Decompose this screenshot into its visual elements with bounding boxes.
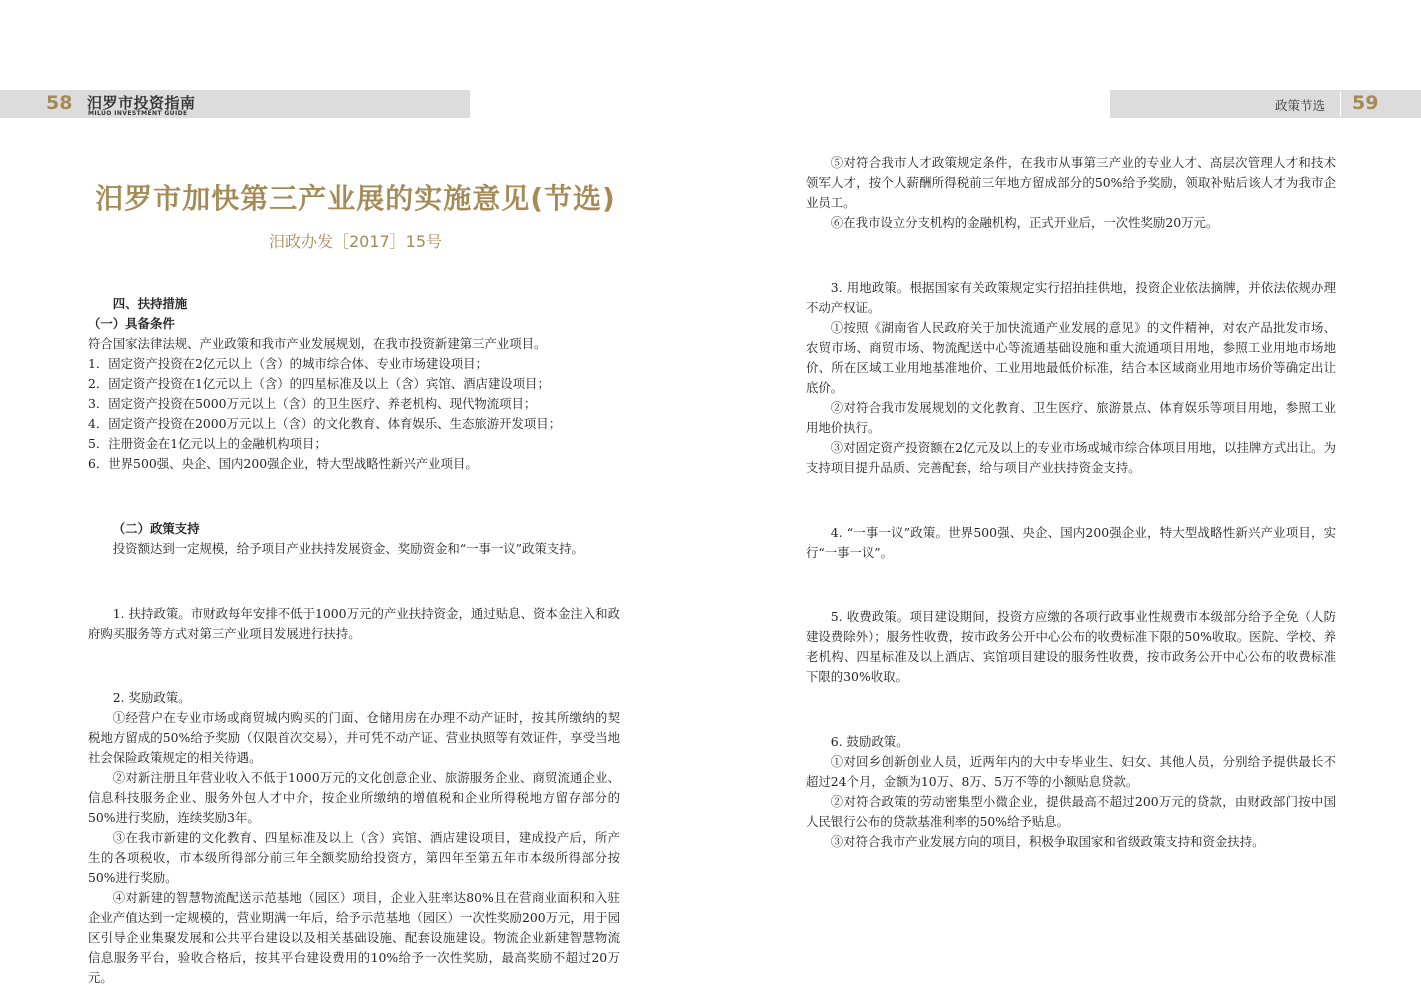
- document-number: 汨政办发［2017］15号: [268, 232, 443, 251]
- paragraph: ②对符合政策的劳动密集型小微企业，提供最高不超过200万元的贷款，由财政部门按中国人民银行公布的贷款基准利率的50%给予贴息。: [806, 794, 1336, 830]
- paragraph: 1．固定资产投资在2亿元以上（含）的城市综合体、专业市场建设项目；: [88, 356, 488, 371]
- guide-title: 汨罗市投资指南: [87, 94, 196, 112]
- right-column: [806, 153, 1336, 852]
- paragraph: 2. 奖励政策。: [112, 690, 191, 706]
- paragraph: ⑥在我市设立分支机构的金融机构，正式开业后，一次性奖励20万元。: [830, 215, 1219, 230]
- paragraph: ②对符合我市发展规划的文化教育、卫生医疗、旅游景点、体育娱乐等项目用地，参照工业用地价执行。: [806, 399, 1336, 435]
- paragraph: ①按照《湖南省人民政府关于加快流通产业发展的意见》的文件精神，对农产品批发市场、农贸市场、商贸市场、物流配送中心等流通基础设施和重大流通项目用地，参照工业用地市场地价、所在区域工业用地基准地价、工业用地最低价标准，结合本区域商业用地市场价等确定出让底价。: [806, 319, 1336, 395]
- header-divider: [1340, 92, 1341, 116]
- paragraph: 符合国家法律法规、产业政策和我市产业发展规划，在我市投资新建第三产业项目。: [88, 336, 547, 351]
- paragraph-gap: [806, 700, 1336, 720]
- paragraph: 2．固定资产投资在1亿元以上（含）的四星标准及以上（含）宾馆、酒店建设项目；: [88, 376, 550, 391]
- paragraph-gap: [806, 245, 1336, 265]
- paragraph: ④对新建的智慧物流配送示范基地（园区）项目，企业入驻率达80%且在营商业面积和入驻企业产值达到一定规模的，营业期满一年后，给予示范基地（园区）一次性奖励200万元，用于园区引导企业集聚发展和公共平台建设以及相关基础设施、配套设施建设。物流企业新建智慧物流信息服务平台，验收合格后，按其平台建设费用的10%给予一次性奖励，最高奖励不超过20万元。: [88, 890, 620, 986]
- paragraph: 5．注册资金在1亿元以上的金融机构项目；: [88, 436, 327, 451]
- paragraph-gap: [88, 571, 620, 591]
- section-label: 政策节选: [1275, 98, 1326, 113]
- paragraph: ②对新注册且年营业收入不低于1000万元的文化创意企业、旅游服务企业、商贸流通企业、信息科技服务企业、服务外包人才中介，按企业所缴纳的增值税和企业所得税地方留存部分的50%进行奖励，连续奖励3年。: [88, 770, 620, 826]
- right-page-number: 59: [1352, 92, 1379, 114]
- paragraph: 投资额达到一定规模，给予项目产业扶持发展资金、奖励资金和“一事一议”政策支持。: [112, 540, 584, 556]
- paragraph: 4．固定资产投资在2000万元以上（含）的文化教育、体育娱乐、生态旅游开发项目；: [88, 416, 562, 431]
- left-page-number: 58: [46, 92, 73, 114]
- paragraph: ⑤对符合我市人才政策规定条件，在我市从事第三产业的专业人才、高层次管理人才和技术领军人才，按个人薪酬所得税前三年地方留成部分的50%给予奖励，领取补贴后该人才为我市企业员工。: [806, 155, 1336, 210]
- guide-subtitle: MILUO INVESTMENT GUIDE: [88, 110, 188, 117]
- paragraph: ③对固定资产投资额在2亿元及以上的专业市场或城市综合体项目用地，以挂牌方式出让。为支持项目提升品质、完善配套，给与项目产业扶持资金支持。: [806, 439, 1336, 475]
- paragraph: ①对回乡创新创业人员，近两年内的大中专毕业生、妇女、其他人员，分别给予提供最长不超过24个月，金额为10万、8万、5万不等的小额贴息贷款。: [806, 754, 1336, 790]
- paragraph-gap: [806, 490, 1336, 510]
- paragraph: 4. “一事一议”政策。世界500强、央企、国内200强企业，特大型战略性新兴产业项目，实行“一事一议”。: [806, 524, 1336, 560]
- section-heading: （二）政策支持: [112, 520, 200, 536]
- section-heading: 四、扶持措施: [112, 296, 188, 311]
- document-title: 汨罗市加快第三产业展的实施意见(节选): [95, 182, 616, 215]
- paragraph: 6．世界500强、央企、国内200强企业，特大型战略性新兴产业项目。: [88, 456, 478, 471]
- paragraph: ③在我市新建的文化教育、四星标准及以上（含）宾馆、酒店建设项目，建成投产后，所产生的各项税收，市本级所得部分前三年全额奖励给投资方，第四年至第五年市本级所得部分按50%进行奖励。: [88, 830, 620, 886]
- paragraph: 5. 收费政策。项目建设期间，投资方应缴的各项行政事业性规费市本级部分给予全免（人防建设费除外）；服务性收费，按市政务公开中心公布的收费标准下限的50%收取。医院、学校、养老机构、四星标准及以上酒店、宾馆项目建设的服务性收费，按市政务公开中心公布的收费标准下限的30%收取。: [806, 609, 1336, 685]
- left-column: [88, 294, 620, 988]
- paragraph: ①经营户在专业市场或商贸城内购买的门面、仓储用房在办理不动产证时，按其所缴纳的契税地方留成的50%给予奖励（仅限首次交易），并可凭不动产证、营业执照等有效证件，享受当地社会保险政策规定的相关待遇。: [88, 710, 620, 766]
- paragraph: 6. 鼓励政策。: [830, 734, 909, 750]
- paragraph: 3．固定资产投资在5000万元以上（含）的卫生医疗、养老机构、现代物流项目；: [88, 396, 537, 411]
- paragraph: 3. 用地政策。根据国家有关政策规定实行招拍挂供地，投资企业依法摘牌，并依法依规办理不动产权证。: [806, 279, 1336, 315]
- paragraph: 1. 扶持政策。市财政每年安排不低于1000万元的产业扶持资金，通过贴息、资本金注入和政府购买服务等方式对第三产业项目发展进行扶持。: [88, 605, 620, 641]
- paragraph-gap: [88, 486, 620, 506]
- section-heading: （一）具备条件: [88, 316, 175, 331]
- paragraph-gap: [88, 656, 620, 676]
- paragraph-gap: [806, 575, 1336, 595]
- paragraph: ③对符合我市产业发展方向的项目，积极争取国家和省级政策支持和资金扶持。: [830, 834, 1265, 850]
